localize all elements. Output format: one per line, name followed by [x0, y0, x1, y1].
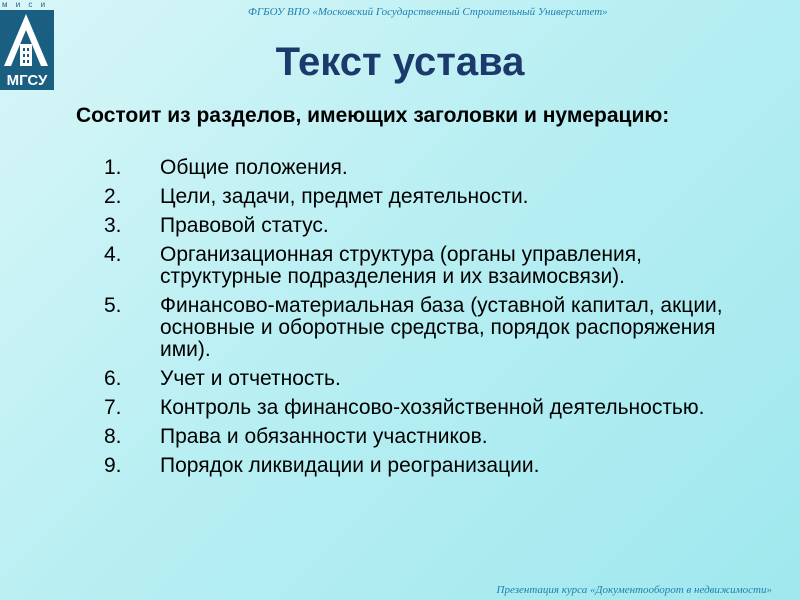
list-item-text: Финансово-материальная база (уставной капитал, акции, основные и оборотные средства, порядок распоряжения ими). [160, 294, 723, 361]
list-item [104, 215, 744, 237]
list-item-number: 7. [104, 396, 122, 419]
list-item [104, 455, 744, 477]
list-item-text: Организационная структура (органы управления, структурные подразделения и их взаимосвязи). [160, 243, 642, 288]
list-item-number: 8. [104, 425, 122, 448]
logo-top-letters: м и с и [2, 0, 49, 9]
list-item-text: Контроль за финансово-хозяйственной деятельностью. [160, 396, 705, 419]
list-item [104, 426, 744, 448]
list-item [104, 368, 744, 390]
list-item-text: Учет и отчетность. [160, 367, 341, 390]
list-item [104, 244, 744, 288]
list-item [104, 186, 744, 208]
sections-list [104, 157, 744, 484]
list-item-number: 9. [104, 454, 122, 477]
list-item-number: 2. [104, 185, 122, 208]
list-item-number: 4. [104, 243, 122, 266]
university-header: ФГБОУ ВПО «Московский Государственный Строительный Университет» [248, 6, 608, 18]
intro-text: Состоит из разделов, имеющих заголовки и нумерацию: [76, 104, 670, 127]
list-item-text: Цели, задачи, предмет деятельности. [160, 185, 529, 208]
list-item [104, 397, 744, 419]
list-item-number: 1. [104, 156, 122, 179]
list-item-text: Права и обязанности участников. [160, 425, 488, 448]
page-title: Текст устава [275, 40, 525, 84]
logo-text: МГСУ [6, 72, 48, 89]
list-item [104, 157, 744, 179]
list-item [104, 295, 744, 361]
list-item-number: 5. [104, 294, 122, 317]
list-item-text: Порядок ликвидации и реогранизации. [160, 454, 540, 477]
footer-text: Презентация курса «Документооборот в недвижимости» [496, 584, 772, 596]
list-item-number: 6. [104, 367, 122, 390]
list-item-text: Общие положения. [160, 156, 348, 179]
list-item-number: 3. [104, 214, 122, 237]
list-item-text: Правовой статус. [160, 214, 329, 237]
